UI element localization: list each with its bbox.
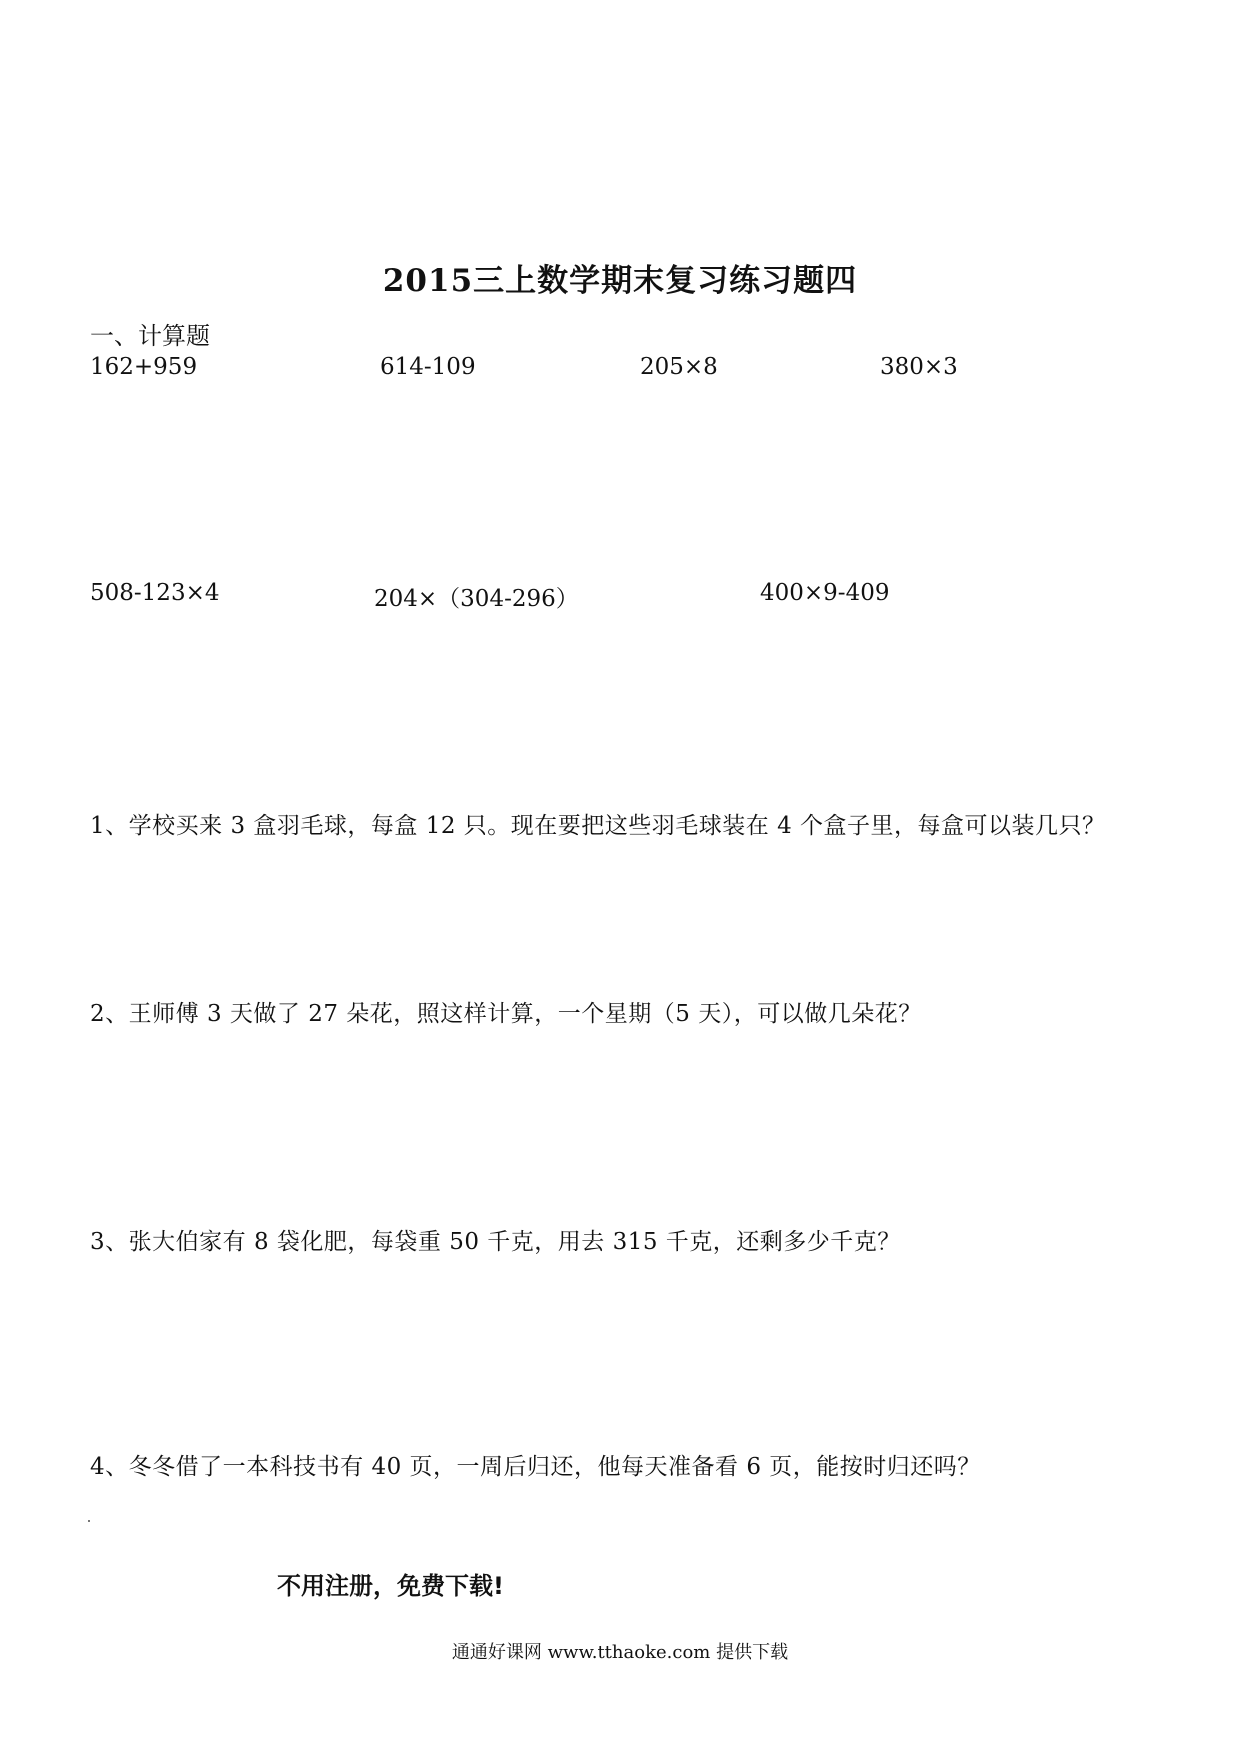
word-problem: 1、学校买来 3 盒羽毛球，每盒 12 只。现在要把这些羽毛球装在 4 个盒子里，每盒可以装几只？ (90, 813, 1106, 839)
calc-item: 162+959 (90, 354, 198, 380)
word-problem: 3、张大伯家有 8 袋化肥，每袋重 50 千克，用去 315 千克，还剩多少千克？ (90, 1229, 901, 1255)
document-title: 2015三上数学期末复习练习题四 (382, 263, 858, 299)
footer-text: 通通好课网 www.tthaoke.com 提供下载 (451, 1642, 789, 1663)
section-heading-calculation: 一、计算题 (90, 322, 210, 350)
calc-item: 508-123×4 (90, 580, 220, 606)
promo-text: 不用注册，免费下载! (277, 1572, 504, 1600)
calc-item: 205×8 (640, 354, 718, 380)
calc-item: 380×3 (880, 354, 958, 380)
word-problem: 4、冬冬借了一本科技书有 40 页，一周后归还，他每天准备看 6 页，能按时归还吗？ (90, 1454, 981, 1480)
word-problem: 2、王师傅 3 天做了 27 朵花，照这样计算，一个星期（5 天），可以做几朵花？ (90, 1001, 922, 1027)
calc-item: 204×（304-296） (374, 586, 579, 612)
calc-item: 400×9-409 (760, 580, 890, 606)
stray-mark (88, 1520, 90, 1522)
calc-item: 614-109 (380, 354, 476, 380)
